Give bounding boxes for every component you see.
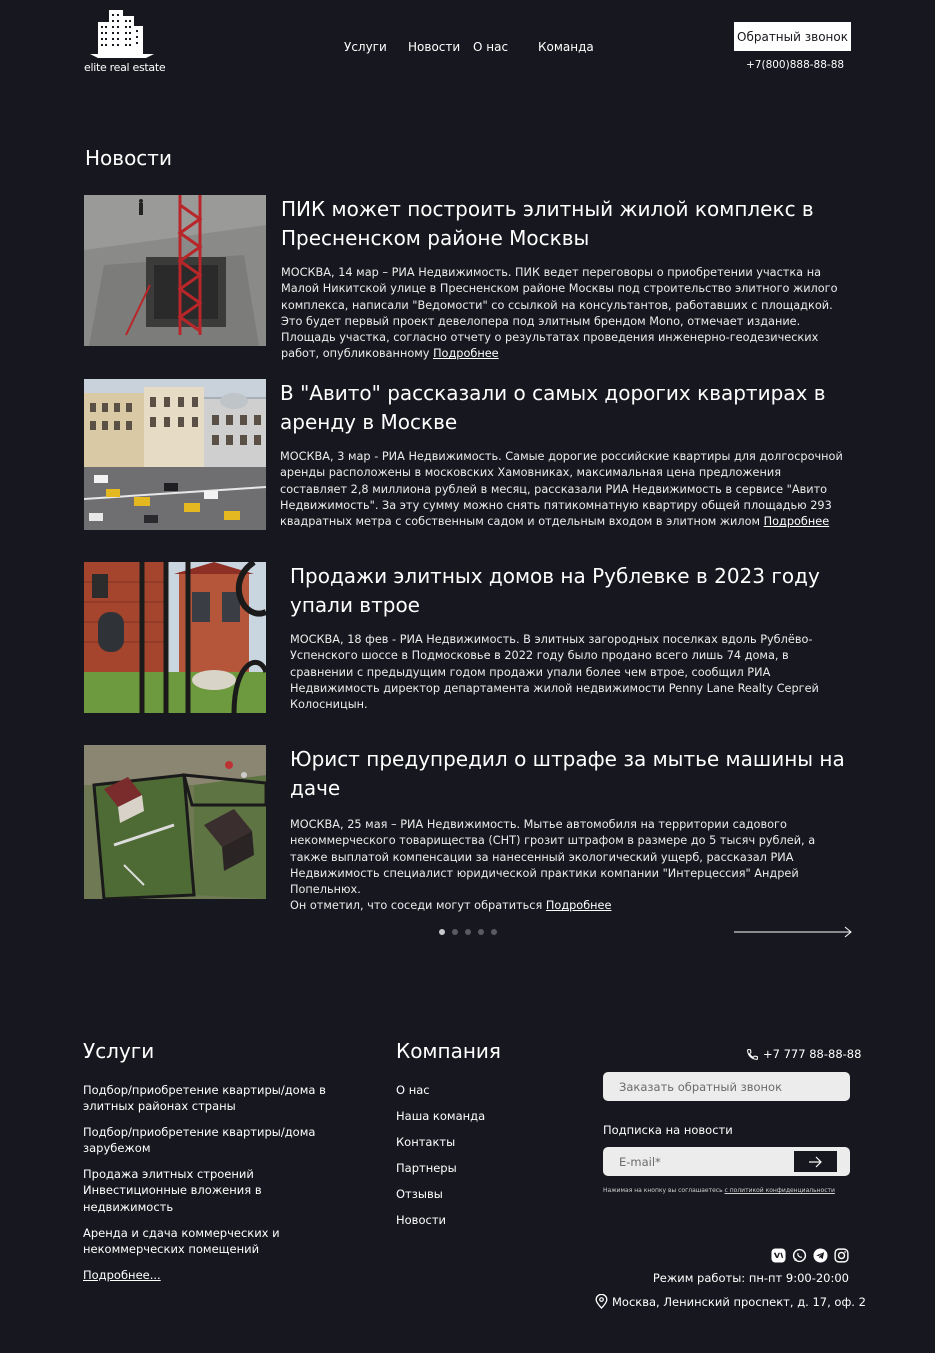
footer-company-reviews[interactable]: Отзывы: [396, 1187, 443, 1201]
news-item: [84, 745, 854, 913]
footer-phone[interactable]: [746, 1047, 861, 1061]
footer-company-team[interactable]: Наша команда: [396, 1109, 486, 1123]
news-text: МОСКВА, 25 мая – РИА Недвижимость. Мытье автомобиля на территории садового некоммерческого товарищества (СНТ) грозит штрафом в размере до 5 тысяч рублей, а также выплатой компенсации за нанесенный экологический ущерб, рассказал РИА Недвижимость специалист юридической практики компании "Интерцессия" Андрей Попельнюх. Он отметил, что соседи могут обратиться Подробнее: [290, 818, 816, 913]
read-more-link[interactable]: Подробнее: [763, 515, 830, 529]
news-pager: [439, 929, 497, 935]
building-logo-icon: [84, 8, 160, 62]
read-more-link[interactable]: Подробнее: [545, 899, 612, 913]
footer-company-contacts[interactable]: Контакты: [396, 1135, 456, 1149]
consent-text: Нажимая на кнопку вы соглашаетесь с политикой конфиденциальности: [603, 1187, 835, 1194]
nav-services[interactable]: Услуги: [344, 40, 387, 54]
news-item: [84, 195, 854, 361]
news-image-house[interactable]: [84, 562, 266, 713]
news-text: МОСКВА, 3 мар - РИА Недвижимость. Самые дорогие российские квартиры для долгосрочной аренды расположены в московских Хамовниках, максимальная цена предложения составляет 2,8 миллиона рублей в месяц, рассказали РИА Недвижимость в сервисе "Авито Недвижимость". За эту сумму можно снять пятикомнатную квартиру общей площадью 293 квадратных метра с собственным садом и отдельным входом в элитном жилом Подробнее: [280, 450, 843, 529]
news-image-crane[interactable]: [84, 195, 266, 346]
work-hours: Режим работы: пн-пт 9:00-20:00: [652, 1271, 849, 1285]
whatsapp-icon[interactable]: [792, 1248, 807, 1263]
news-text: МОСКВА, 18 фев - РИА Недвижимость. В элитных загородных поселках вдоль Рублёво-Успенского шоссе в Подмосковье в 2022 году было продано всего лишь 74 дома, в сравнении с предыдущим годом продажи упали более чем втрое, сообщил РИА Недвижимость директор департамента жилой недвижимости Penny Lane Realty Сергей Колосницын.: [290, 633, 819, 712]
telegram-icon[interactable]: [813, 1248, 828, 1263]
instagram-icon[interactable]: [834, 1248, 849, 1263]
phone-icon: [746, 1048, 759, 1061]
social-links: [771, 1248, 849, 1263]
footer-company-news[interactable]: Новости: [396, 1213, 446, 1227]
subscribe-label: Подписка на новости: [603, 1123, 733, 1137]
news-item: [84, 562, 854, 714]
privacy-policy-link[interactable]: с политикой конфиденциальности: [724, 1187, 835, 1194]
nav-team[interactable]: Команда: [538, 40, 594, 54]
footer-phone-number: +7 777 88-88-88: [763, 1047, 862, 1061]
footer-service-link[interactable]: Подбор/приобретение квартиры/дома зарубежом: [83, 1125, 316, 1156]
header-phone[interactable]: +7(800)888-88-88: [746, 59, 845, 71]
news-title[interactable]: В "Авито" рассказали о самых дорогих квартирах в аренду в Москве: [280, 381, 826, 434]
news-text: МОСКВА, 14 мар – РИА Недвижимость. ПИК ведет переговоры о приобретении участка на Малой Никитской улице в Пресненском районе Москвы под строительство элитного жилого комплекса, написали "Ведомости" со ссылкой на консультантов, работавших с площадкой. Это будет первый проект девелопера под элитным брендом Mono, отмечает издание. Площадь участка, согласно отчету о результатах проведения инженерно-геодезических работ, опубликованному Подробнее: [281, 266, 838, 361]
news-title[interactable]: ПИК может построить элитный жилой комплекс в Пресненском районе Москвы: [281, 197, 814, 250]
news-title[interactable]: Юрист предупредил о штрафе за мытье машины на даче: [290, 747, 845, 800]
subscribe-form: [603, 1147, 850, 1176]
arrow-right-icon: [809, 1156, 823, 1168]
footer-company-title: Компания: [396, 1039, 501, 1063]
page-title: Новости: [85, 146, 172, 170]
news-image-dacha[interactable]: [84, 745, 266, 899]
logo-text: elite real estate: [84, 61, 166, 74]
callback-button[interactable]: Обратный звонок: [734, 22, 851, 51]
footer-company-partners[interactable]: Партнеры: [396, 1161, 457, 1175]
pager-dot[interactable]: [465, 929, 471, 935]
email-input[interactable]: [603, 1147, 793, 1176]
pager-dot[interactable]: [491, 929, 497, 935]
read-more-link[interactable]: Подробнее: [433, 347, 499, 361]
nav-news[interactable]: Новости: [408, 40, 461, 54]
address: [595, 1294, 866, 1309]
footer-company-about[interactable]: О нас: [396, 1083, 430, 1097]
footer-service-link[interactable]: Аренда и сдача коммерческих и некоммерческих помещений: [83, 1226, 280, 1257]
pager-dot[interactable]: [452, 929, 458, 935]
location-pin-icon: [595, 1294, 608, 1309]
news-image-street[interactable]: [84, 379, 266, 530]
pager-dot[interactable]: [439, 929, 445, 935]
news-item: [84, 379, 854, 531]
footer-service-link[interactable]: Продажа элитных строений Инвестиционные вложения в недвижимость: [83, 1167, 262, 1214]
vk-icon[interactable]: [771, 1248, 786, 1263]
footer-callback-button[interactable]: Заказать обратный звонок: [603, 1072, 850, 1101]
footer-services-title: Услуги: [83, 1039, 155, 1063]
pager-dot[interactable]: [478, 929, 484, 935]
nav-about[interactable]: О нас: [473, 40, 509, 54]
next-arrow-icon[interactable]: [734, 925, 854, 939]
subscribe-submit-button[interactable]: [794, 1151, 837, 1172]
footer-services-more-link[interactable]: Подробнее...: [83, 1268, 161, 1282]
news-title[interactable]: Продажи элитных домов на Рублевке в 2023 году упали втрое: [290, 564, 820, 617]
footer-service-link[interactable]: Подбор/приобретение квартиры/дома в элитных районах страны: [83, 1083, 326, 1114]
address-text: Москва, Ленинский проспект, д. 17, оф. 2: [612, 1294, 866, 1309]
